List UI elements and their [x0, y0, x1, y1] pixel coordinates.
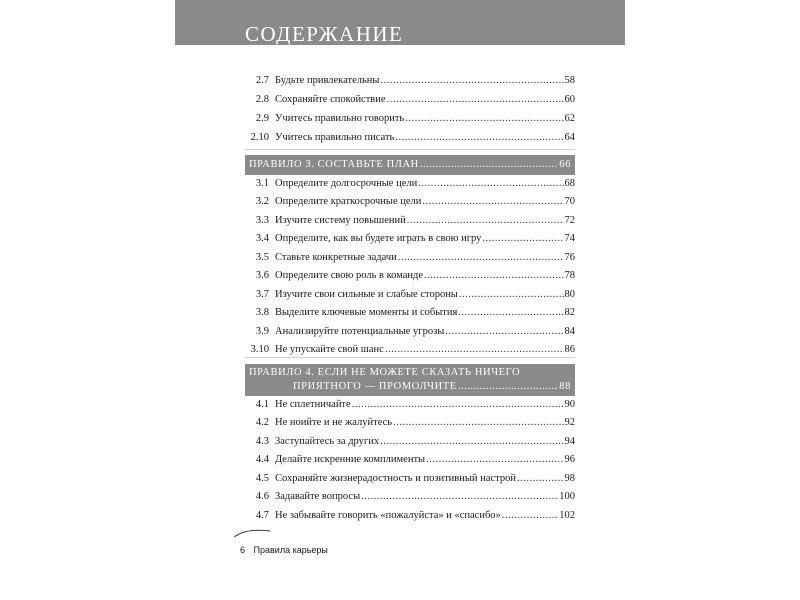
- dot-leader: [387, 91, 564, 109]
- dot-leader: [380, 72, 563, 90]
- entry-page: 72: [564, 215, 575, 226]
- toc-entry: [245, 212, 575, 230]
- entry-number: 3.9: [255, 326, 269, 337]
- toc-entry: [245, 230, 575, 248]
- toc-entry: [245, 507, 575, 525]
- entry-number: 4.7: [255, 510, 269, 521]
- section-page: 88: [559, 381, 571, 392]
- toc-entry: [245, 470, 575, 488]
- entry-number: 4.2: [255, 417, 269, 428]
- entry-number: 2.7: [255, 75, 269, 86]
- entry-title: Не забывайте говорить «пожалуйста» и «спасибо»: [275, 510, 501, 521]
- toc-entry: [245, 72, 575, 90]
- dot-leader: [458, 379, 558, 395]
- toc-entry: [245, 267, 575, 285]
- entry-page: 76: [564, 252, 575, 263]
- entry-page: 62: [564, 113, 575, 124]
- dot-leader: [445, 323, 563, 341]
- entry-number: 2.8: [255, 94, 269, 105]
- dot-leader: [405, 110, 563, 128]
- entry-title: Изучите систему повышений: [275, 215, 406, 226]
- section-title: ПРАВИЛО 3. СОСТАВЬТЕ ПЛАН: [249, 159, 419, 170]
- dot-leader: [424, 267, 563, 285]
- dot-leader: [422, 193, 563, 211]
- toc-entry: [245, 433, 575, 451]
- toc-entry: [245, 451, 575, 469]
- entry-page: 58: [564, 75, 575, 86]
- entry-number: 4.4: [255, 454, 269, 465]
- dot-leader: [426, 451, 563, 469]
- entry-number: 4.6: [255, 491, 269, 502]
- toc-entry: [245, 110, 575, 128]
- footer-page-number: 6: [240, 545, 246, 555]
- entry-page: 102: [559, 510, 575, 521]
- entry-page: 96: [564, 454, 575, 465]
- entry-number: 3.5: [255, 252, 269, 263]
- toc-entry: [245, 323, 575, 341]
- entry-title: Сохраняйте спокойствие: [275, 94, 386, 105]
- toc-entry: [245, 286, 575, 304]
- entry-title: Определите, как вы будете играть в свою игру: [275, 233, 482, 244]
- entry-number: 3.1: [255, 178, 269, 189]
- entry-page: 70: [564, 196, 575, 207]
- entry-page: 60: [564, 94, 575, 105]
- dot-leader: [380, 433, 563, 451]
- dot-leader: [459, 286, 564, 304]
- entry-number: 3.2: [255, 196, 269, 207]
- entry-title: Определите свою роль в команде: [275, 270, 424, 281]
- entry-number: 3.3: [255, 215, 269, 226]
- section-title-line-2: ПРИЯТНОГО — ПРОМОЛЧИТЕ: [293, 381, 457, 392]
- entry-title: Изучите свои сильные и слабые стороны: [275, 289, 458, 300]
- entry-title: Сохраняйте жизнерадостность и позитивный настрой: [275, 473, 516, 484]
- entry-title: Не сплетничайте: [275, 399, 351, 410]
- section-divider: [245, 149, 575, 150]
- entry-number: 3.8: [255, 307, 269, 318]
- entry-title: Ставьте конкретные задачи: [275, 252, 397, 263]
- entry-title: Определите долгосрочные цели: [275, 178, 418, 189]
- entry-number: 2.9: [255, 113, 269, 124]
- entry-number: 4.3: [255, 436, 269, 447]
- toc-entry: [245, 488, 575, 506]
- entry-title: Учитесь правильно говорить: [275, 113, 405, 124]
- toc-entry: [245, 129, 575, 147]
- entry-page: 64: [564, 132, 575, 143]
- toc-entry: [245, 396, 575, 414]
- entry-title: Заступайтесь за других: [275, 436, 380, 447]
- section-heading-rule-4: [245, 364, 575, 396]
- entry-page: 92: [564, 417, 575, 428]
- entry-number: 3.7: [255, 289, 269, 300]
- entry-page: 86: [564, 344, 575, 355]
- toc-entry: [245, 249, 575, 267]
- entry-title: Определите краткосрочные цели: [275, 196, 422, 207]
- entry-page: 84: [564, 326, 575, 337]
- section-title-line-1: ПРАВИЛО 4. ЕСЛИ НЕ МОЖЕТЕ СКАЗАТЬ НИЧЕГО: [249, 367, 521, 378]
- dot-leader: [502, 507, 558, 525]
- entry-number: 2.10: [250, 132, 269, 143]
- page-title: СОДЕРЖАНИЕ: [245, 22, 404, 46]
- entry-page: 82: [564, 307, 575, 318]
- entry-page: 78: [564, 270, 575, 281]
- entry-title: Анализируйте потенциальные угрозы: [275, 326, 445, 337]
- dot-leader: [393, 414, 563, 432]
- page-footer: [240, 545, 328, 555]
- dot-leader: [420, 157, 558, 173]
- entry-title: Не упускайте свой шанс: [275, 344, 384, 355]
- entry-number: 3.6: [255, 270, 269, 281]
- toc-entry: [245, 414, 575, 432]
- entry-page: 68: [564, 178, 575, 189]
- dot-leader: [458, 304, 563, 322]
- entry-title: Задавайте вопросы: [275, 491, 361, 502]
- entry-number: 3.10: [250, 344, 269, 355]
- footer-swoosh-icon: [232, 528, 272, 538]
- entry-page: 100: [559, 491, 575, 502]
- entry-title: Выделите ключевые моменты и события: [275, 307, 458, 318]
- entry-title: Не ноийте и не жалуйтесь: [275, 417, 393, 428]
- toc-entry: [245, 193, 575, 211]
- entry-page: 98: [564, 473, 575, 484]
- entry-page: 80: [564, 289, 575, 300]
- section-heading-rule-3: [245, 155, 575, 175]
- section-page: 66: [559, 159, 571, 170]
- entry-number: 3.4: [255, 233, 269, 244]
- entry-number: 4.5: [255, 473, 269, 484]
- dot-leader: [407, 212, 564, 230]
- section-divider: [245, 357, 575, 358]
- entry-title: Будьте привлекательны: [275, 75, 380, 86]
- footer-book-title: Правила карьеры: [253, 545, 328, 555]
- dot-leader: [352, 396, 564, 414]
- dot-leader: [482, 230, 563, 248]
- toc-entry: [245, 175, 575, 193]
- entry-page: 94: [564, 436, 575, 447]
- dot-leader: [395, 129, 563, 147]
- entry-page: 90: [564, 399, 575, 410]
- toc-entry: [245, 304, 575, 322]
- entry-title: Делайте искренние комплименты: [275, 454, 426, 465]
- entry-title: Учитесь правильно писать: [275, 132, 395, 143]
- dot-leader: [418, 175, 563, 193]
- entry-page: 74: [564, 233, 575, 244]
- dot-leader: [517, 470, 564, 488]
- toc-entry: [245, 91, 575, 109]
- dot-leader: [361, 488, 558, 506]
- entry-number: 4.1: [255, 399, 269, 410]
- dot-leader: [398, 249, 564, 267]
